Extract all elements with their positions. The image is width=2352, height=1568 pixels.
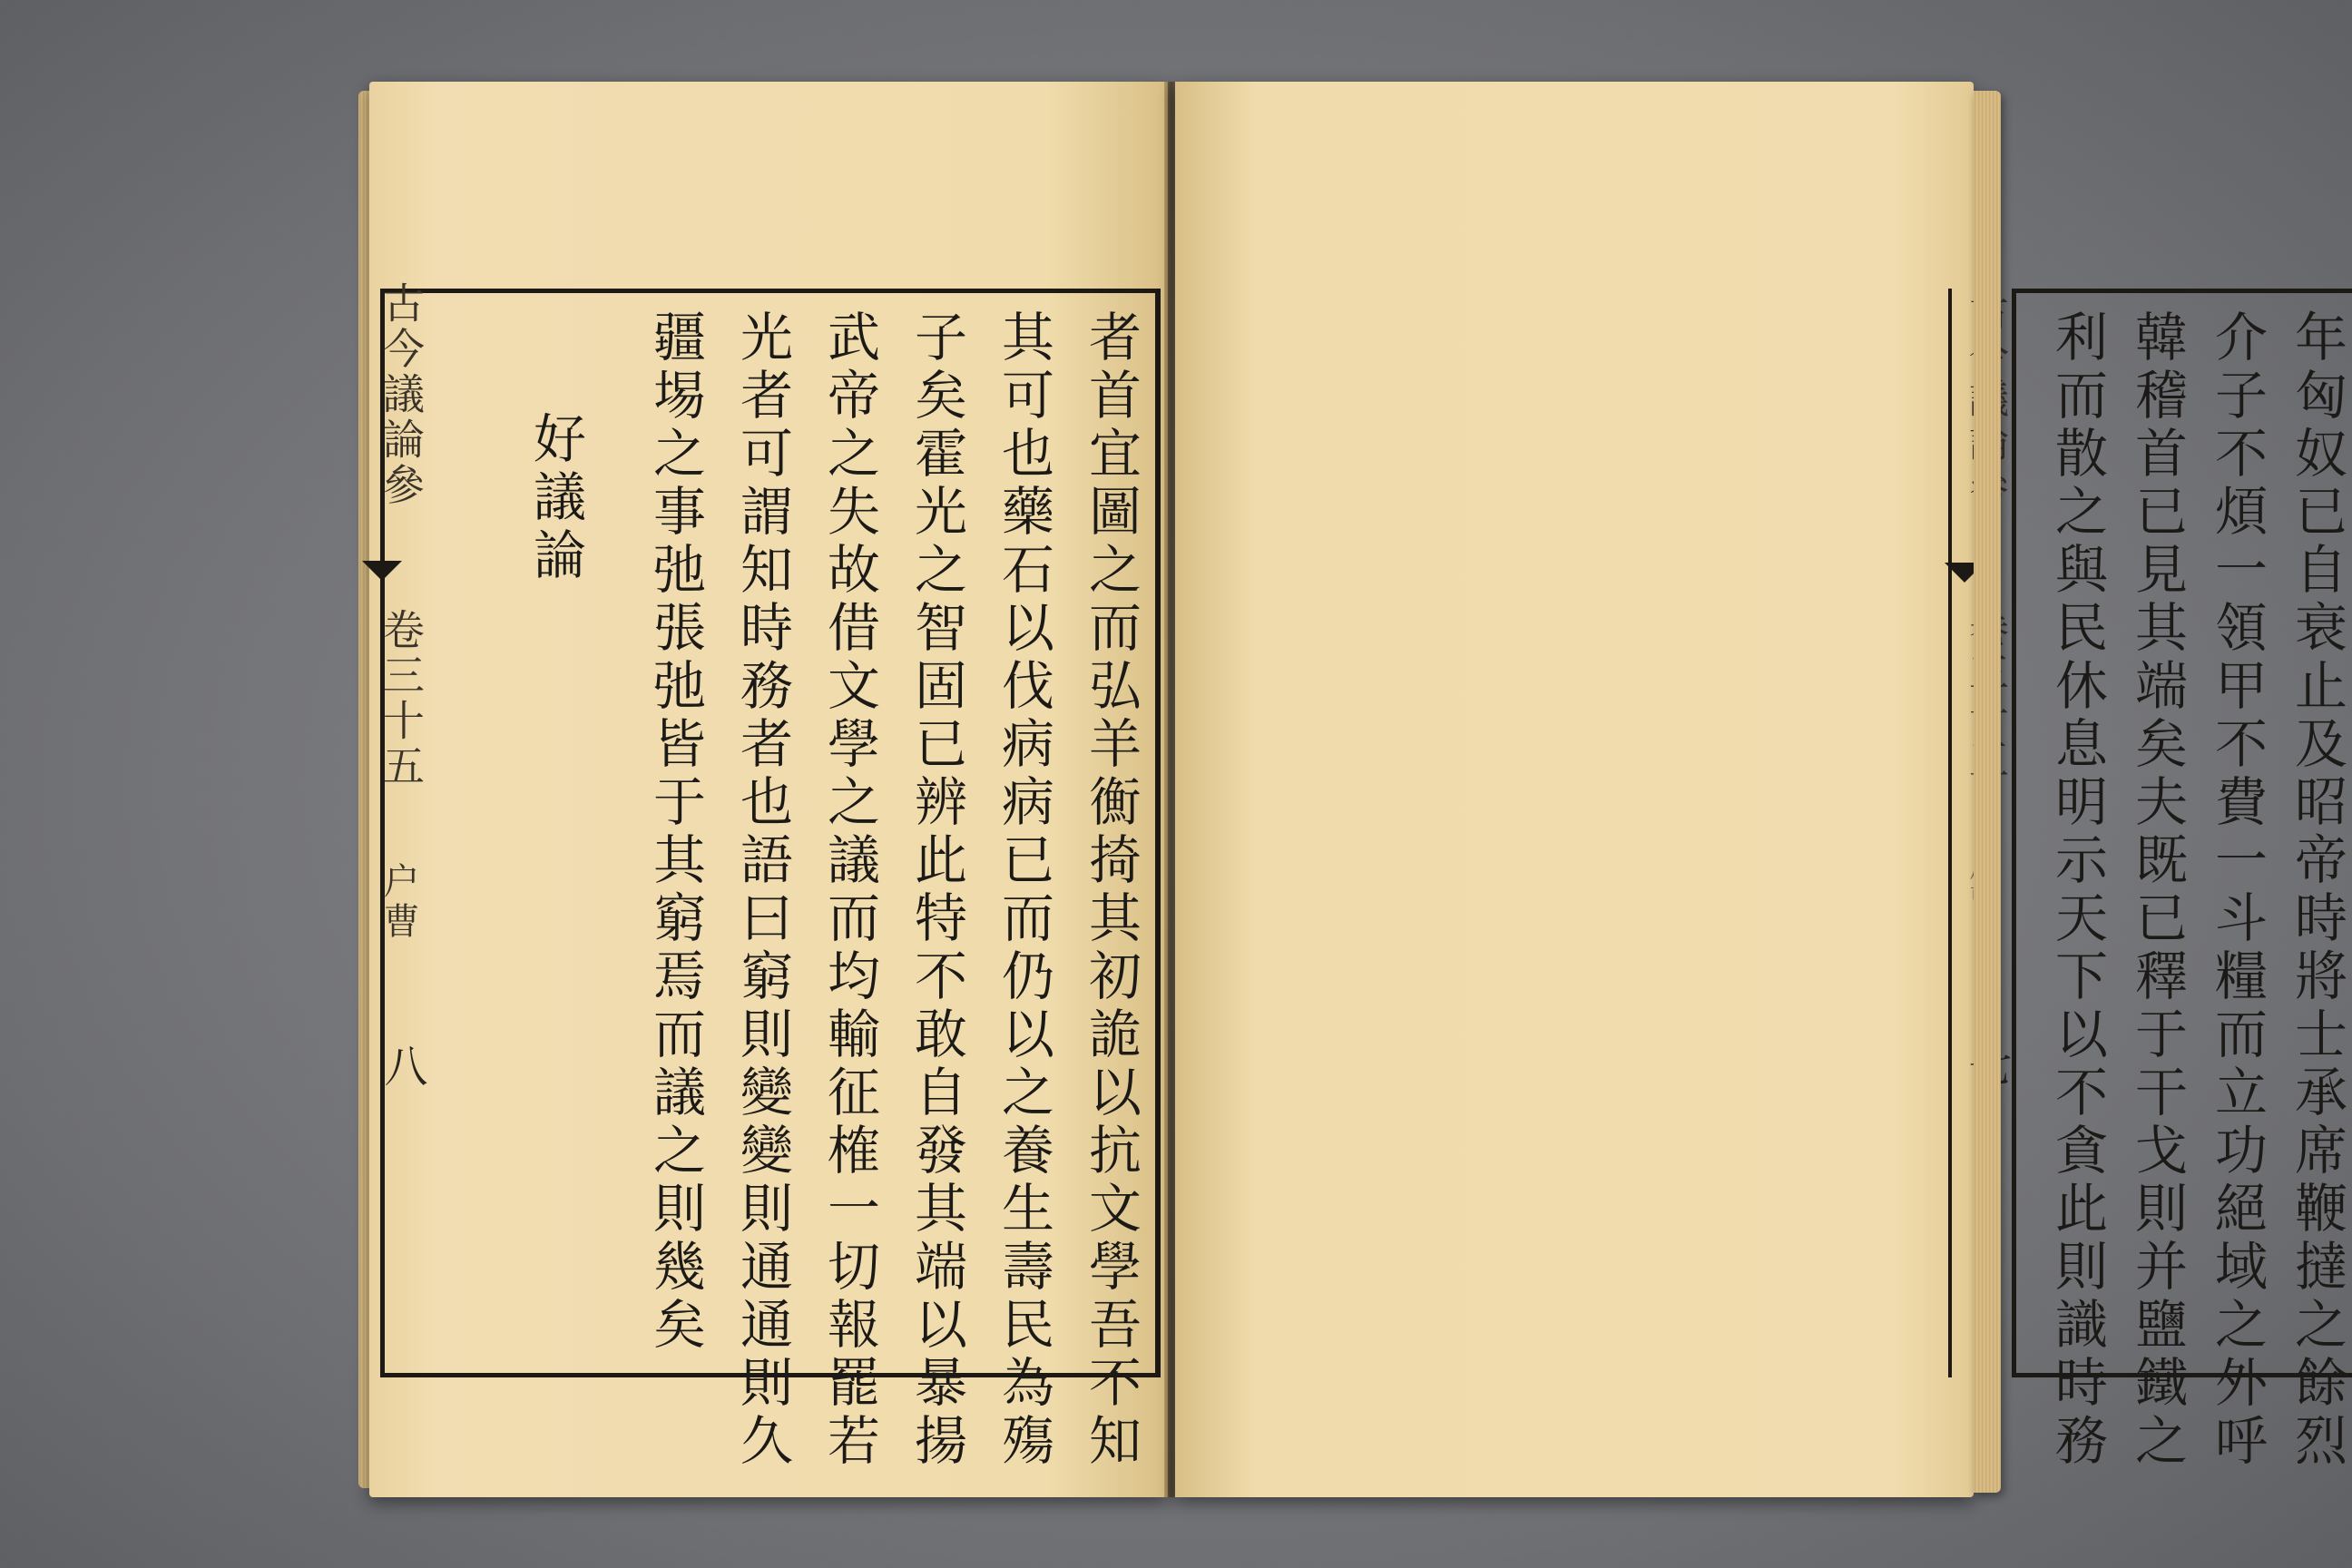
left-fold-volume: 卷三十五: [377, 608, 426, 789]
text-column: 者首宜圖之而弘羊𢖍掎其初詭以抗文學吾不知: [1080, 309, 1142, 1471]
text-column: 韓稽首已見其端矣夫既已釋于干戈則并鹽鐵之: [2126, 309, 2188, 1471]
left-fold-title: 古今議論參: [377, 281, 426, 508]
section-heading: 好議論: [524, 411, 586, 585]
right-page-edges: [1974, 91, 2001, 1493]
left-page: [369, 82, 1168, 1497]
left-text-frame: [380, 289, 1161, 1471]
text-column: 武帝之失故借文學之議而均輸征榷一切報罷若: [818, 309, 880, 1471]
fold-border-line: [1948, 289, 1952, 1377]
text-column: 介子不煩一領甲不費一斗糧而立功絕域之外呼: [2206, 309, 2268, 1471]
right-page: [1175, 82, 2347, 1497]
text-column: 年匈奴已自衰止及昭帝時將士承席鞭撻之餘烈: [2286, 309, 2347, 1471]
open-book: [358, 64, 2347, 1515]
right-text-frame: [2012, 289, 2352, 1471]
left-page-number: 八: [377, 1044, 427, 1087]
text-column: 光者可謂知時務者也語曰窮則變變則通通則久: [731, 309, 793, 1471]
fishtail-mark: [362, 561, 402, 581]
text-column: 疆埸之事弛張弛皆于其窮焉而議之則幾矣: [644, 309, 706, 1355]
text-column: 利而散之與民休息明示天下以不貪此則識時務: [2046, 309, 2108, 1471]
text-column: 其可也藥石以伐病病已而仍以之養生壽民為殤: [993, 309, 1054, 1471]
text-column: 子矣霍光之智固已辨此特不敢自發其端以暴揚: [906, 309, 967, 1471]
left-fold-section: 户曹: [377, 862, 419, 942]
